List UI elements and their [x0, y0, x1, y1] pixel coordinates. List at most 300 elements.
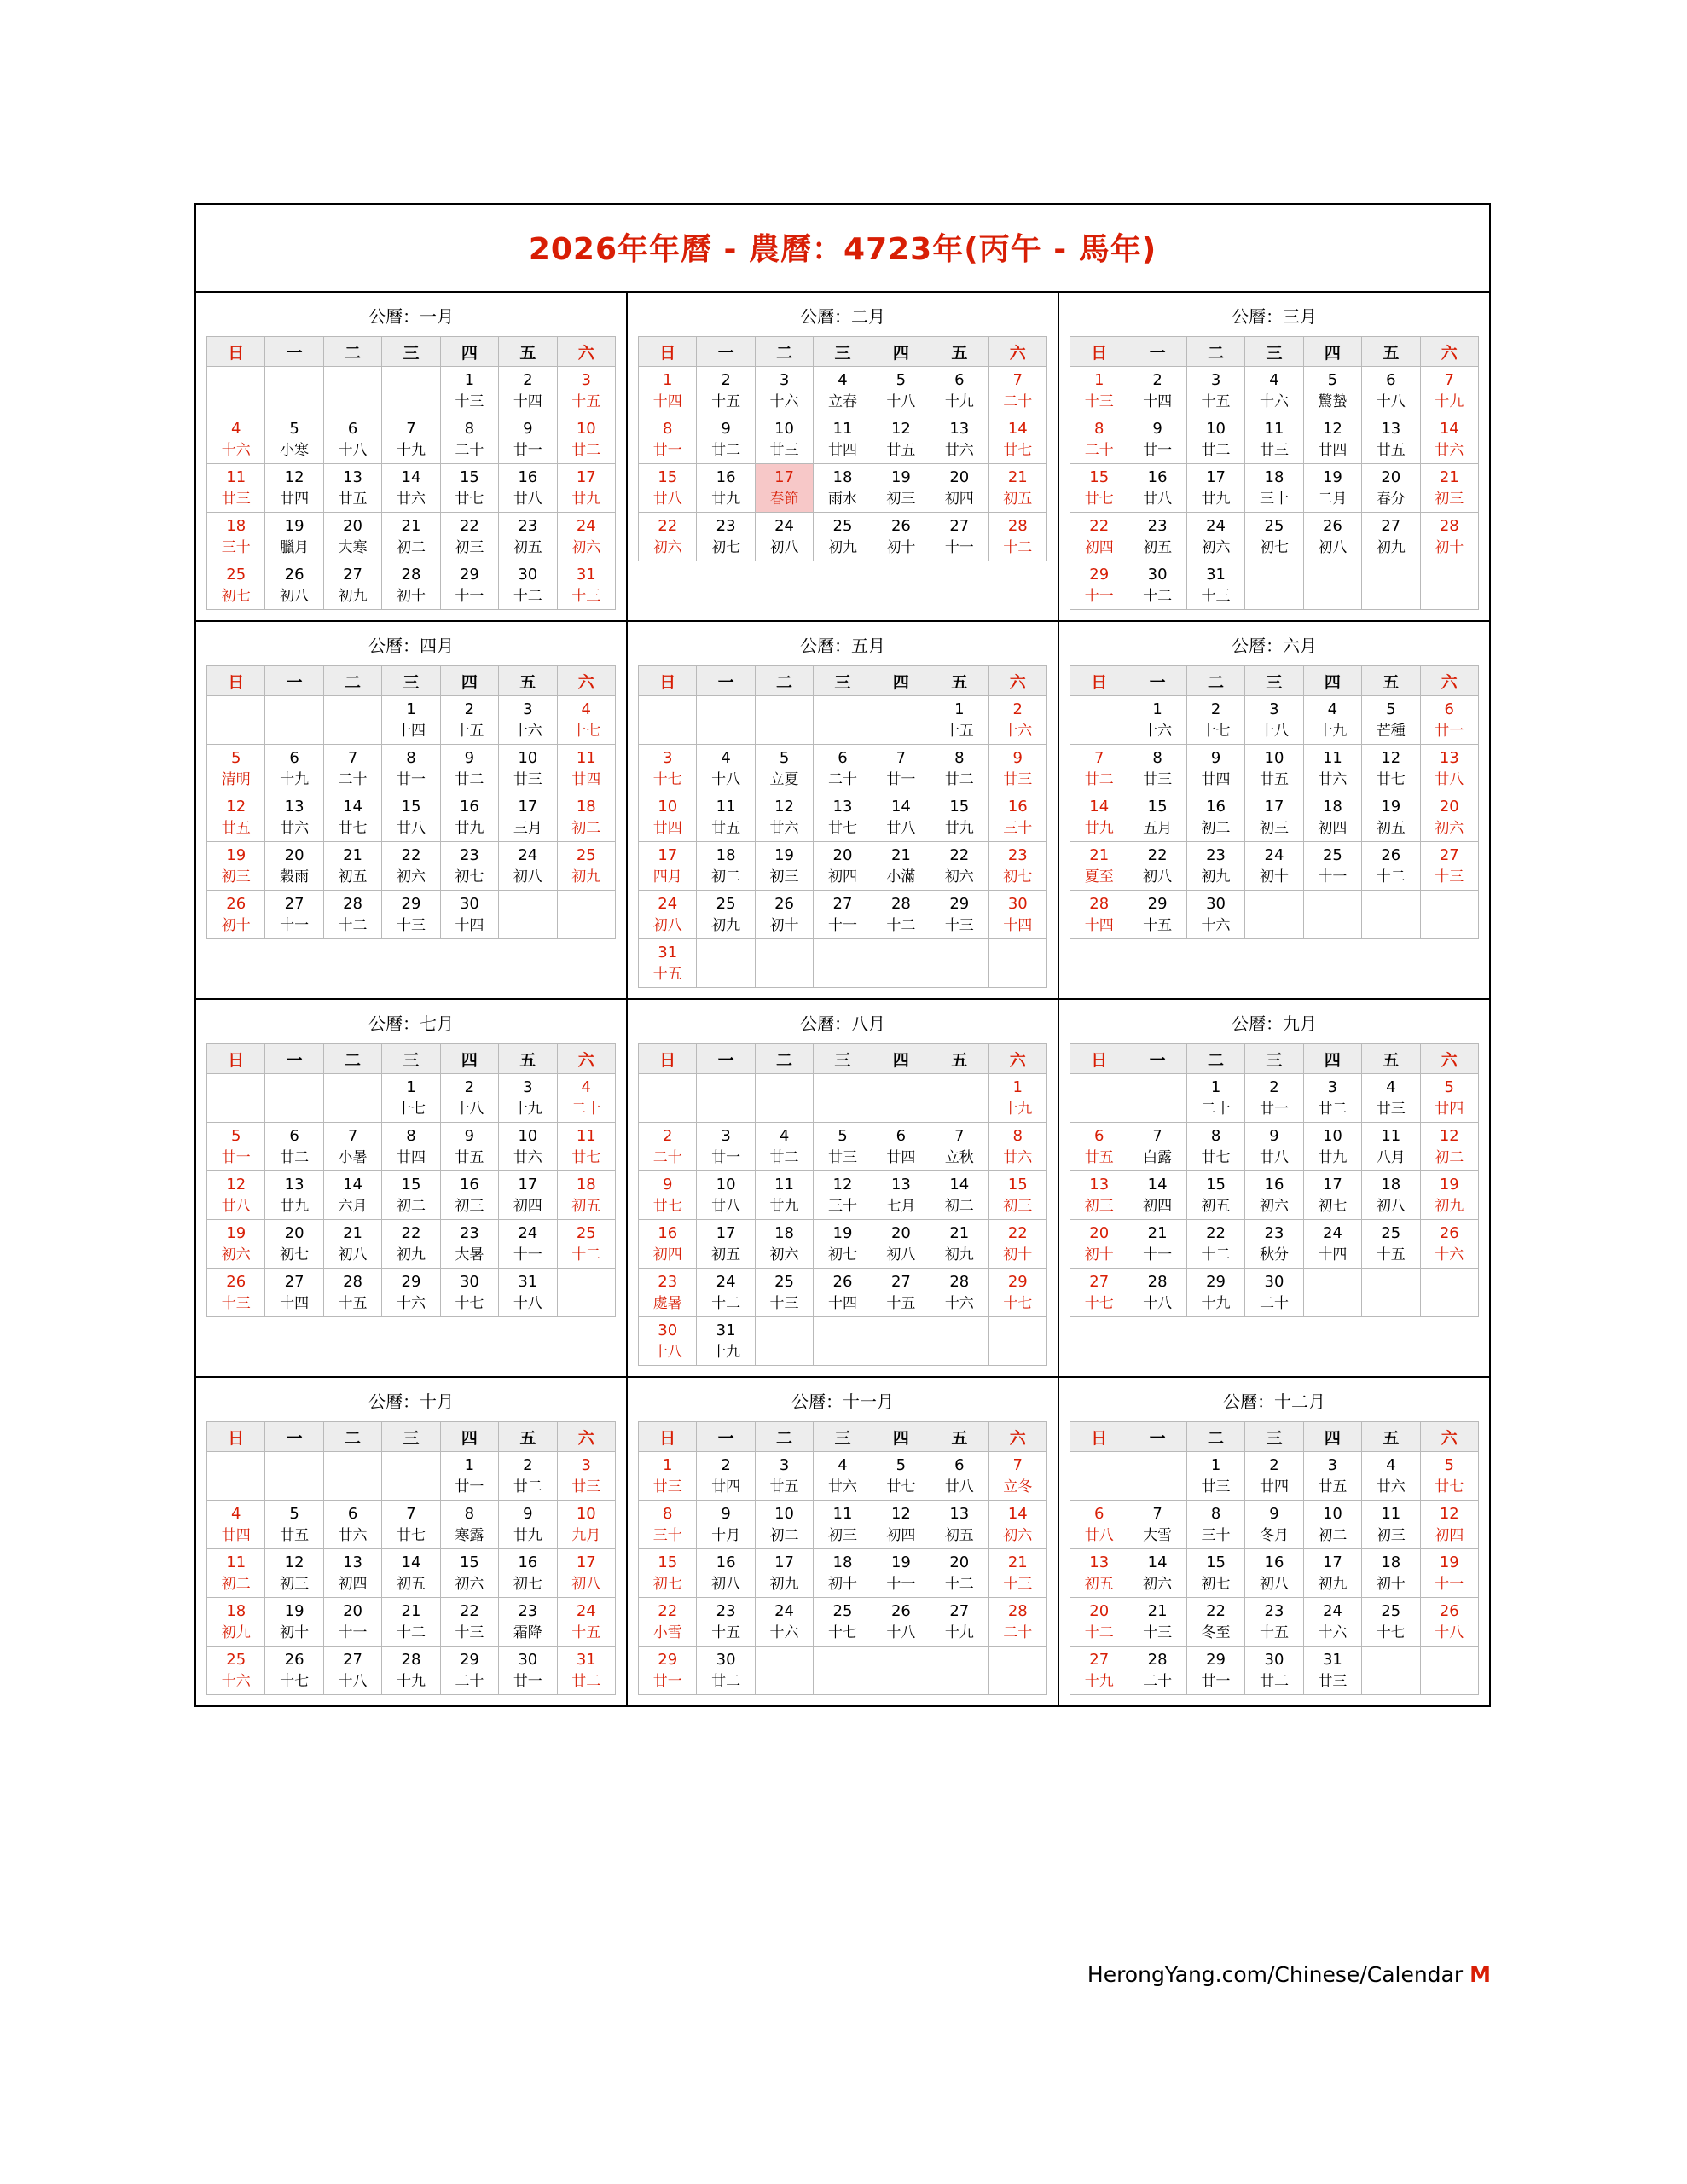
day-cell[interactable] [323, 793, 381, 842]
day-cell[interactable] [814, 1501, 872, 1549]
day-cell[interactable] [814, 367, 872, 415]
day-cell[interactable] [1186, 696, 1244, 745]
day-cell[interactable] [639, 1501, 697, 1549]
day-cell[interactable] [557, 1123, 615, 1171]
day-cell[interactable] [1070, 1220, 1128, 1269]
day-cell[interactable] [639, 513, 697, 561]
day-cell[interactable] [697, 1598, 755, 1647]
day-cell[interactable] [1303, 1549, 1361, 1598]
day-cell[interactable] [1245, 1647, 1303, 1695]
day-cell[interactable] [557, 1452, 615, 1501]
day-cell[interactable] [1245, 745, 1303, 793]
day-cell[interactable] [1186, 1123, 1244, 1171]
day-cell[interactable] [1420, 1549, 1478, 1598]
day-cell[interactable] [1186, 561, 1244, 610]
day-cell[interactable] [1186, 1549, 1244, 1598]
day-cell[interactable] [1070, 1549, 1128, 1598]
day-cell[interactable] [1128, 367, 1186, 415]
day-cell[interactable] [1303, 745, 1361, 793]
day-cell[interactable] [1128, 1549, 1186, 1598]
day-cell[interactable] [1070, 842, 1128, 891]
day-cell[interactable] [323, 513, 381, 561]
day-cell[interactable] [1186, 745, 1244, 793]
day-cell[interactable] [1303, 842, 1361, 891]
day-cell[interactable] [755, 1501, 813, 1549]
day-cell[interactable] [814, 1452, 872, 1501]
day-cell[interactable] [382, 1501, 440, 1549]
day-cell[interactable] [1245, 1598, 1303, 1647]
day-cell[interactable] [440, 1501, 498, 1549]
day-cell[interactable] [323, 1269, 381, 1317]
day-cell[interactable] [1186, 1171, 1244, 1220]
day-cell[interactable] [814, 745, 872, 793]
day-cell[interactable] [1128, 513, 1186, 561]
day-cell[interactable] [697, 1171, 755, 1220]
day-cell[interactable] [639, 1317, 697, 1366]
day-cell[interactable] [1245, 1171, 1303, 1220]
day-cell[interactable] [557, 1220, 615, 1269]
day-cell[interactable] [557, 415, 615, 464]
day-cell[interactable] [1420, 1171, 1478, 1220]
day-cell[interactable] [639, 891, 697, 939]
day-cell[interactable] [697, 1501, 755, 1549]
day-cell[interactable] [697, 415, 755, 464]
day-cell[interactable] [1186, 1452, 1244, 1501]
day-cell[interactable] [988, 891, 1046, 939]
day-cell[interactable] [499, 561, 557, 610]
day-cell[interactable] [265, 1549, 323, 1598]
day-cell[interactable] [499, 1501, 557, 1549]
day-cell[interactable] [1362, 367, 1420, 415]
day-cell[interactable] [639, 1220, 697, 1269]
day-cell[interactable] [499, 1549, 557, 1598]
day-cell[interactable] [440, 1074, 498, 1123]
day-cell[interactable] [988, 1123, 1046, 1171]
day-cell[interactable] [930, 415, 988, 464]
day-cell[interactable] [988, 1549, 1046, 1598]
day-cell[interactable] [1245, 1123, 1303, 1171]
day-cell[interactable] [697, 842, 755, 891]
day-cell[interactable] [1245, 1501, 1303, 1549]
day-cell[interactable] [382, 1123, 440, 1171]
day-cell[interactable] [697, 1317, 755, 1366]
day-cell[interactable] [1303, 1074, 1361, 1123]
day-cell[interactable] [1070, 561, 1128, 610]
day-cell[interactable] [557, 367, 615, 415]
day-cell[interactable] [1303, 1123, 1361, 1171]
day-cell[interactable] [499, 1452, 557, 1501]
day-cell[interactable] [988, 1598, 1046, 1647]
day-cell[interactable] [639, 939, 697, 988]
day-cell[interactable] [930, 842, 988, 891]
day-cell[interactable] [639, 842, 697, 891]
day-cell[interactable] [755, 464, 813, 513]
day-cell[interactable] [755, 415, 813, 464]
day-cell[interactable] [814, 1598, 872, 1647]
day-cell[interactable] [382, 1171, 440, 1220]
day-cell[interactable] [207, 842, 265, 891]
day-cell[interactable] [323, 415, 381, 464]
day-cell[interactable] [382, 1074, 440, 1123]
day-cell[interactable] [323, 561, 381, 610]
day-cell[interactable] [207, 1220, 265, 1269]
day-cell[interactable] [207, 1501, 265, 1549]
day-cell[interactable] [755, 1549, 813, 1598]
day-cell[interactable] [1420, 745, 1478, 793]
day-cell[interactable] [1420, 1220, 1478, 1269]
day-cell[interactable] [988, 367, 1046, 415]
day-cell[interactable] [1362, 793, 1420, 842]
day-cell[interactable] [755, 367, 813, 415]
day-cell[interactable] [988, 745, 1046, 793]
day-cell[interactable] [988, 1220, 1046, 1269]
day-cell[interactable] [1362, 513, 1420, 561]
day-cell[interactable] [1186, 464, 1244, 513]
day-cell[interactable] [382, 561, 440, 610]
day-cell[interactable] [930, 464, 988, 513]
day-cell[interactable] [1128, 1598, 1186, 1647]
day-cell[interactable] [930, 1171, 988, 1220]
day-cell[interactable] [265, 1220, 323, 1269]
day-cell[interactable] [988, 842, 1046, 891]
day-cell[interactable] [1362, 1074, 1420, 1123]
day-cell[interactable] [1186, 415, 1244, 464]
day-cell[interactable] [1070, 1269, 1128, 1317]
day-cell[interactable] [639, 415, 697, 464]
day-cell[interactable] [872, 1220, 930, 1269]
day-cell[interactable] [499, 513, 557, 561]
day-cell[interactable] [1245, 793, 1303, 842]
day-cell[interactable] [382, 513, 440, 561]
day-cell[interactable] [499, 1123, 557, 1171]
day-cell[interactable] [1186, 367, 1244, 415]
day-cell[interactable] [1070, 1123, 1128, 1171]
day-cell[interactable] [1362, 1452, 1420, 1501]
day-cell[interactable] [1245, 415, 1303, 464]
day-cell[interactable] [814, 513, 872, 561]
day-cell[interactable] [1245, 1549, 1303, 1598]
day-cell[interactable] [872, 1549, 930, 1598]
day-cell[interactable] [814, 793, 872, 842]
day-cell[interactable] [1362, 1598, 1420, 1647]
day-cell[interactable] [440, 1647, 498, 1695]
day-cell[interactable] [1303, 1220, 1361, 1269]
day-cell[interactable] [499, 367, 557, 415]
day-cell[interactable] [323, 745, 381, 793]
day-cell[interactable] [639, 745, 697, 793]
day-cell[interactable] [988, 1501, 1046, 1549]
day-cell[interactable] [557, 696, 615, 745]
day-cell[interactable] [1245, 696, 1303, 745]
day-cell[interactable] [382, 464, 440, 513]
day-cell[interactable] [1245, 1220, 1303, 1269]
day-cell[interactable] [872, 1123, 930, 1171]
day-cell[interactable] [988, 1269, 1046, 1317]
day-cell[interactable] [1420, 415, 1478, 464]
day-cell[interactable] [265, 891, 323, 939]
day-cell[interactable] [697, 464, 755, 513]
day-cell[interactable] [440, 696, 498, 745]
day-cell[interactable] [557, 513, 615, 561]
day-cell[interactable] [1362, 745, 1420, 793]
day-cell[interactable] [557, 1549, 615, 1598]
day-cell[interactable] [440, 745, 498, 793]
day-cell[interactable] [1303, 696, 1361, 745]
day-cell[interactable] [988, 1171, 1046, 1220]
day-cell[interactable] [265, 1171, 323, 1220]
day-cell[interactable] [1362, 1171, 1420, 1220]
day-cell[interactable] [1186, 1269, 1244, 1317]
day-cell[interactable] [207, 745, 265, 793]
day-cell[interactable] [207, 891, 265, 939]
day-cell[interactable] [930, 1549, 988, 1598]
day-cell[interactable] [1128, 464, 1186, 513]
day-cell[interactable] [1128, 1123, 1186, 1171]
day-cell[interactable] [1070, 415, 1128, 464]
day-cell[interactable] [557, 745, 615, 793]
day-cell[interactable] [1128, 745, 1186, 793]
day-cell[interactable] [1070, 1598, 1128, 1647]
day-cell[interactable] [382, 696, 440, 745]
day-cell[interactable] [1128, 793, 1186, 842]
day-cell[interactable] [440, 1269, 498, 1317]
day-cell[interactable] [1070, 745, 1128, 793]
day-cell[interactable] [323, 1501, 381, 1549]
day-cell[interactable] [382, 842, 440, 891]
day-cell[interactable] [639, 367, 697, 415]
day-cell[interactable] [1128, 1220, 1186, 1269]
day-cell[interactable] [323, 1123, 381, 1171]
day-cell[interactable] [697, 793, 755, 842]
day-cell[interactable] [1303, 367, 1361, 415]
day-cell[interactable] [499, 464, 557, 513]
day-cell[interactable] [440, 464, 498, 513]
day-cell[interactable] [988, 464, 1046, 513]
day-cell[interactable] [382, 1269, 440, 1317]
day-cell[interactable] [1186, 513, 1244, 561]
day-cell[interactable] [697, 1549, 755, 1598]
day-cell[interactable] [1362, 1220, 1420, 1269]
day-cell[interactable] [499, 415, 557, 464]
day-cell[interactable] [755, 1452, 813, 1501]
day-cell[interactable] [755, 1220, 813, 1269]
day-cell[interactable] [1420, 1501, 1478, 1549]
day-cell[interactable] [697, 513, 755, 561]
day-cell[interactable] [440, 1598, 498, 1647]
day-cell[interactable] [1303, 1171, 1361, 1220]
day-cell[interactable] [755, 1269, 813, 1317]
day-cell[interactable] [207, 1123, 265, 1171]
day-cell[interactable] [265, 1269, 323, 1317]
day-cell[interactable] [382, 745, 440, 793]
day-cell[interactable] [1245, 842, 1303, 891]
day-cell[interactable] [1420, 842, 1478, 891]
day-cell[interactable] [697, 367, 755, 415]
day-cell[interactable] [872, 1269, 930, 1317]
day-cell[interactable] [382, 1647, 440, 1695]
day-cell[interactable] [872, 415, 930, 464]
day-cell[interactable] [207, 513, 265, 561]
day-cell[interactable] [988, 415, 1046, 464]
day-cell[interactable] [755, 793, 813, 842]
day-cell[interactable] [930, 1598, 988, 1647]
day-cell[interactable] [1303, 464, 1361, 513]
day-cell[interactable] [440, 1452, 498, 1501]
day-cell[interactable] [1362, 696, 1420, 745]
day-cell[interactable] [814, 1549, 872, 1598]
day-cell[interactable] [930, 793, 988, 842]
day-cell[interactable] [323, 1171, 381, 1220]
day-cell[interactable] [639, 1269, 697, 1317]
day-cell[interactable] [930, 1269, 988, 1317]
day-cell[interactable] [988, 793, 1046, 842]
day-cell[interactable] [1186, 1647, 1244, 1695]
day-cell[interactable] [499, 1220, 557, 1269]
day-cell[interactable] [1070, 793, 1128, 842]
day-cell[interactable] [382, 891, 440, 939]
day-cell[interactable] [440, 1123, 498, 1171]
day-cell[interactable] [1186, 1598, 1244, 1647]
day-cell[interactable] [557, 464, 615, 513]
day-cell[interactable] [207, 464, 265, 513]
day-cell[interactable] [265, 1598, 323, 1647]
day-cell[interactable] [814, 891, 872, 939]
day-cell[interactable] [1186, 891, 1244, 939]
day-cell[interactable] [872, 464, 930, 513]
day-cell[interactable] [323, 1598, 381, 1647]
day-cell[interactable] [755, 745, 813, 793]
day-cell[interactable] [872, 745, 930, 793]
day-cell[interactable] [265, 1647, 323, 1695]
day-cell[interactable] [1245, 1269, 1303, 1317]
day-cell[interactable] [440, 891, 498, 939]
day-cell[interactable] [499, 696, 557, 745]
day-cell[interactable] [1362, 415, 1420, 464]
day-cell[interactable] [207, 793, 265, 842]
day-cell[interactable] [440, 367, 498, 415]
day-cell[interactable] [639, 1549, 697, 1598]
day-cell[interactable] [988, 696, 1046, 745]
day-cell[interactable] [440, 415, 498, 464]
day-cell[interactable] [1245, 464, 1303, 513]
day-cell[interactable] [988, 513, 1046, 561]
day-cell[interactable] [1303, 1647, 1361, 1695]
day-cell[interactable] [639, 1452, 697, 1501]
day-cell[interactable] [557, 1501, 615, 1549]
day-cell[interactable] [930, 513, 988, 561]
day-cell[interactable] [697, 1647, 755, 1695]
day-cell[interactable] [265, 745, 323, 793]
day-cell[interactable] [499, 1647, 557, 1695]
day-cell[interactable] [1303, 513, 1361, 561]
day-cell[interactable] [697, 1220, 755, 1269]
day-cell[interactable] [499, 1171, 557, 1220]
day-cell[interactable] [207, 561, 265, 610]
day-cell[interactable] [872, 891, 930, 939]
day-cell[interactable] [1303, 793, 1361, 842]
day-cell[interactable] [755, 1171, 813, 1220]
day-cell[interactable] [1070, 891, 1128, 939]
day-cell[interactable] [1303, 415, 1361, 464]
day-cell[interactable] [323, 891, 381, 939]
day-cell[interactable] [872, 1501, 930, 1549]
day-cell[interactable] [1186, 842, 1244, 891]
day-cell[interactable] [1070, 464, 1128, 513]
day-cell[interactable] [814, 1123, 872, 1171]
day-cell[interactable] [1186, 793, 1244, 842]
day-cell[interactable] [1070, 513, 1128, 561]
day-cell[interactable] [1245, 1452, 1303, 1501]
day-cell[interactable] [499, 1074, 557, 1123]
day-cell[interactable] [440, 1549, 498, 1598]
day-cell[interactable] [1128, 1171, 1186, 1220]
day-cell[interactable] [1070, 1647, 1128, 1695]
day-cell[interactable] [207, 1549, 265, 1598]
day-cell[interactable] [323, 1220, 381, 1269]
day-cell[interactable] [930, 1452, 988, 1501]
day-cell[interactable] [755, 513, 813, 561]
day-cell[interactable] [930, 696, 988, 745]
day-cell[interactable] [1362, 1501, 1420, 1549]
day-cell[interactable] [323, 464, 381, 513]
day-cell[interactable] [499, 745, 557, 793]
day-cell[interactable] [930, 1123, 988, 1171]
day-cell[interactable] [440, 793, 498, 842]
day-cell[interactable] [499, 842, 557, 891]
day-cell[interactable] [557, 1598, 615, 1647]
day-cell[interactable] [755, 1123, 813, 1171]
day-cell[interactable] [697, 1452, 755, 1501]
day-cell[interactable] [265, 793, 323, 842]
day-cell[interactable] [440, 1171, 498, 1220]
day-cell[interactable] [1186, 1501, 1244, 1549]
day-cell[interactable] [440, 1220, 498, 1269]
day-cell[interactable] [382, 1598, 440, 1647]
day-cell[interactable] [1420, 513, 1478, 561]
day-cell[interactable] [382, 1220, 440, 1269]
day-cell[interactable] [1245, 367, 1303, 415]
day-cell[interactable] [207, 1647, 265, 1695]
day-cell[interactable] [814, 1171, 872, 1220]
day-cell[interactable] [1128, 696, 1186, 745]
day-cell[interactable] [207, 1171, 265, 1220]
day-cell[interactable] [440, 513, 498, 561]
day-cell[interactable] [1128, 891, 1186, 939]
day-cell[interactable] [557, 561, 615, 610]
day-cell[interactable] [1128, 1501, 1186, 1549]
day-cell[interactable] [1303, 1598, 1361, 1647]
day-cell[interactable] [382, 793, 440, 842]
day-cell[interactable] [639, 1171, 697, 1220]
day-cell[interactable] [1128, 842, 1186, 891]
day-cell[interactable] [557, 842, 615, 891]
day-cell[interactable] [988, 1452, 1046, 1501]
day-cell[interactable] [1128, 415, 1186, 464]
day-cell[interactable] [872, 842, 930, 891]
day-cell[interactable] [814, 1220, 872, 1269]
day-cell[interactable] [814, 842, 872, 891]
day-cell[interactable] [872, 1452, 930, 1501]
day-cell[interactable] [1420, 1123, 1478, 1171]
day-cell[interactable] [557, 793, 615, 842]
day-cell[interactable] [1303, 1501, 1361, 1549]
day-cell[interactable] [639, 464, 697, 513]
day-cell[interactable] [697, 1123, 755, 1171]
day-cell[interactable] [1128, 561, 1186, 610]
day-cell[interactable] [1420, 793, 1478, 842]
day-cell[interactable] [323, 842, 381, 891]
day-cell[interactable] [755, 842, 813, 891]
